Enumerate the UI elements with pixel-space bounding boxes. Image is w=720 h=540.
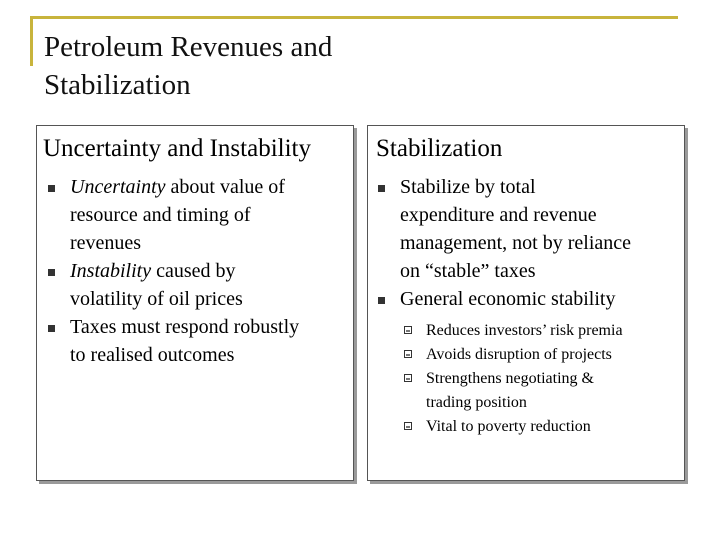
bullet-text: expenditure and revenue [400, 204, 597, 226]
slide-title-line-2: Stabilization [44, 69, 191, 101]
sub-bullet-text: Avoids disruption of projects [426, 346, 612, 363]
title-accent-bar-top [30, 16, 678, 19]
bullet-text: Stabilize by total [400, 176, 536, 198]
list-item [368, 285, 684, 439]
sub-list-item [400, 415, 680, 439]
list-item [37, 173, 353, 257]
stabilization-panel-heading: Stabilization [376, 135, 503, 162]
uncertainty-bullet-list [37, 173, 353, 369]
stabilization-bullet-list [368, 173, 684, 439]
bullet-square-icon [378, 185, 385, 192]
bullet-text: management, not by reliance [400, 232, 632, 254]
bullet-text: resource and timing of [70, 204, 251, 226]
uncertainty-panel [36, 125, 354, 481]
bullet-text: revenues [70, 232, 142, 254]
bullet-square-icon [378, 297, 385, 304]
sub-bullet-text: Strengthens negotiating & [426, 370, 594, 387]
list-item [37, 313, 353, 369]
sub-bullet-text: Reduces investors’ risk premia [426, 322, 623, 339]
title-accent-bar-left [30, 16, 33, 66]
slide-title [44, 28, 664, 104]
uncertainty-panel-heading: Uncertainty and Instability [43, 135, 311, 162]
hollow-square-bullet-icon [404, 326, 412, 334]
bullet-text: volatility of oil prices [70, 288, 243, 310]
bullet-text: General economic stability [400, 288, 616, 310]
sub-bullet-text: trading position [426, 394, 527, 411]
bullet-text: Taxes must respond robustly [70, 316, 300, 338]
bullet-text: on “stable” taxes [400, 260, 536, 282]
sub-bullet-text: Vital to poverty reduction [426, 418, 591, 435]
sub-list-item [400, 343, 680, 367]
bullet-square-icon [48, 185, 55, 192]
sub-list-item [400, 367, 680, 415]
hollow-square-bullet-icon [404, 374, 412, 382]
hollow-square-bullet-icon [404, 422, 412, 430]
stability-sub-list [400, 319, 680, 439]
emphasis-text: Instability [70, 260, 152, 282]
bullet-text: to realised outcomes [70, 344, 235, 366]
hollow-square-bullet-icon [404, 350, 412, 358]
bullet-text: about value of [165, 176, 285, 198]
list-item [37, 257, 353, 313]
stabilization-panel [367, 125, 685, 481]
bullet-text: caused by [151, 260, 236, 282]
sub-list-item [400, 319, 680, 343]
bullet-square-icon [48, 269, 55, 276]
slide-title-line-1: Petroleum Revenues and [44, 31, 333, 63]
emphasis-text: Uncertainty [70, 176, 166, 198]
list-item [368, 173, 684, 285]
bullet-square-icon [48, 325, 55, 332]
